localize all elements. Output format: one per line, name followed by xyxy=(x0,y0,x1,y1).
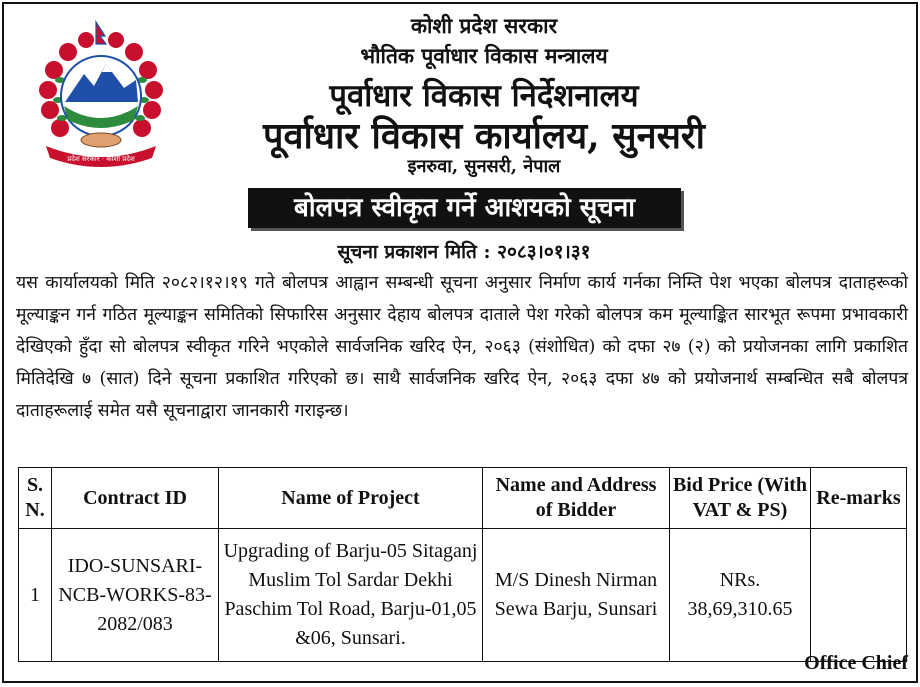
government-emblem-icon xyxy=(32,18,170,170)
cell-bidder: M/S Dinesh Nirman Sewa Barju, Sunsari xyxy=(483,529,670,662)
cell-sn: 1 xyxy=(19,529,52,662)
office-address: इनरुवा, सुनसरी, नेपाल xyxy=(407,156,561,177)
ministry-line: भौतिक पूर्वाधार विकास मन्त्रालय xyxy=(360,43,608,68)
table-header-row xyxy=(19,468,907,529)
header-contract-id: Contract ID xyxy=(52,468,219,529)
header-bidder: Name and Address of Bidder xyxy=(483,468,670,529)
cell-contract-id: IDO-SUNSARI-NCB-WORKS-83-2082/083 xyxy=(52,529,219,662)
publication-date: सूचना प्रकाशन मिति : २०८३।०१।३१ xyxy=(337,241,591,263)
office-name: पूर्वाधार विकास कार्यालय, सुनसरी xyxy=(263,115,705,157)
emblem-caption: प्रदेश सरकार · कोशी प्रदेश xyxy=(67,155,135,163)
signatory: Office Chief xyxy=(804,652,908,674)
header-project-name: Name of Project xyxy=(219,468,483,529)
header-sn: S. N. xyxy=(19,468,52,529)
cell-project-name: Upgrading of Barju-05 Sitaganj Muslim Tol Sardar Dekhi Paschim Tol Road, Barju-01,05 &06, Sunsari. xyxy=(219,529,483,662)
bid-award-table xyxy=(18,467,907,662)
province-government-line: कोशी प्रदेश सरकार xyxy=(410,13,558,38)
directorate-line: पूर्वाधार विकास निर्देशनालय xyxy=(329,78,639,114)
cell-bid-price: NRs. 38,69,310.65 xyxy=(670,529,811,662)
notice-title-banner: बोलपत्र स्वीकृत गर्ने आशयको सूचना xyxy=(248,188,681,228)
header-bid-price: Bid Price (With VAT & PS) xyxy=(670,468,811,529)
notice-body-text: यस कार्यालयको मिति २०८२।१२।१९ गते बोलपत्र आह्वान सम्बन्धी सूचना अनुसार निर्माण कार्य गर्नका निम्ति पेश भएका बोलपत्र दाताहरूको मूल्याङ्कन गर्न गठित मूल्याङ्कन समितिको सिफारिस अनुसार देहाय बोलपत्र दाताले पेश गरेको बोलपत्र कम मूल्याङ्कित सारभूत रूपमा प्रभावकारी देखिएको हुँदा सो बोलपत्र स्वीकृत गरिने भएकोले सार्वजनिक खरिद ऐन, २०६३ (संशोधित) को दफा २७ (२) को प्रयोजनका लागि प्रकाशित मितिदेखि ७ (सात) दिने सूचना प्रकाशित गरिएको छ। साथै सार्वजनिक खरिद ऐन, २०६३ दफा ४७ को प्रयोजनार्थ सम्बन्धित सबै बोलपत्र दाताहरूलाई समेत यसै सूचनाद्वारा जानकारी गराइन्छ। xyxy=(16,273,908,421)
header-remarks: Re-marks xyxy=(811,468,907,529)
cell-remarks xyxy=(811,529,907,662)
notice-document xyxy=(2,2,918,683)
table-row xyxy=(19,529,907,662)
